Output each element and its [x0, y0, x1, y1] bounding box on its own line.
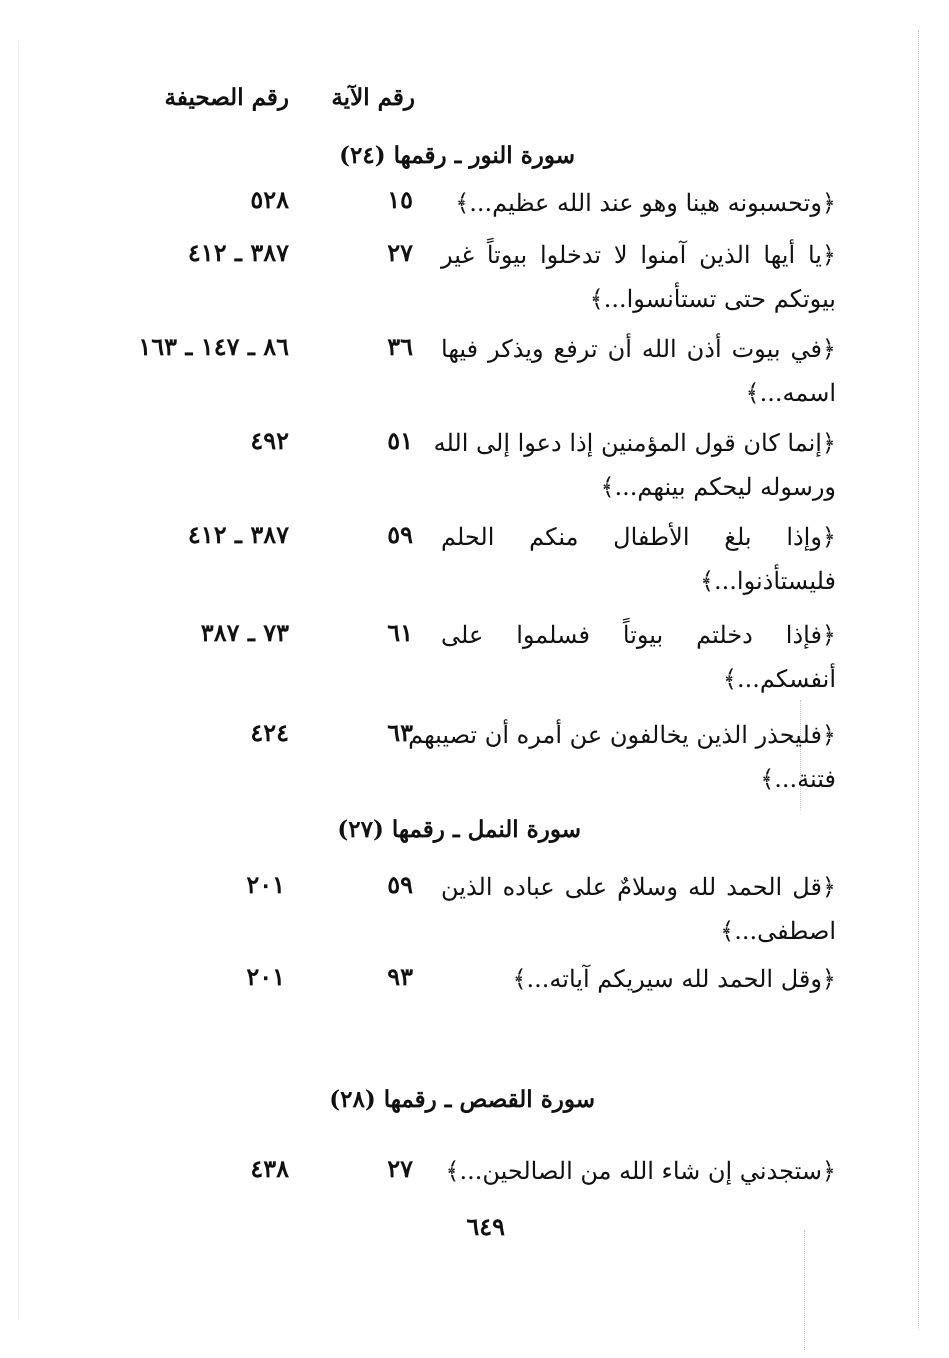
- verse-line: ﴿وتحسبونه هينا وهو عند الله عظيم...﴾: [455, 189, 836, 217]
- verse-line: ﴿فإذا دخلتم بيوتاً فسلموا على: [441, 621, 836, 649]
- page-reference: ٢٠١: [246, 870, 285, 899]
- verse-line: بيوتكم حتى تستأنسوا...﴾: [589, 285, 836, 313]
- verse-line: ﴿ستجدني إن شاء الله من الصالحين...﴾: [445, 1157, 836, 1185]
- page-reference: ٣٨٧ ـ ٤١٢: [187, 520, 289, 549]
- section-title-an-nur: سورة النور ـ رقمها (٢٤): [339, 142, 575, 169]
- page-reference: ٤٩٢: [250, 426, 289, 455]
- ayah-number: ٥٩: [387, 520, 413, 549]
- section-title-an-naml: سورة النمل ـ رقمها (٢٧): [337, 816, 581, 843]
- ayah-number: ٩٣: [387, 962, 413, 991]
- page-column-header: رقم الصحيفة: [164, 84, 289, 111]
- verse-line: ﴿قل الحمد لله وسلامٌ على عباده الذين: [441, 873, 836, 901]
- verse-line: اصطفى...﴾: [720, 917, 836, 945]
- ayah-column-header: رقم الآية: [331, 84, 415, 111]
- section-title-al-qasas: سورة القصص ـ رقمها (٢٨): [329, 1086, 595, 1113]
- ayah-number: ٦١: [387, 618, 413, 647]
- page-reference: ٥٢٨: [250, 185, 289, 214]
- verse-line: فليستأذنوا...﴾: [699, 567, 836, 595]
- ayah-number: ١٥: [387, 185, 413, 214]
- page-reference: ٧٣ ـ ٣٨٧: [200, 618, 289, 647]
- verse-line: ﴿في بيوت أذن الله أن ترفع ويذكر فيها: [441, 335, 836, 363]
- verse-line: ﴿إنما كان قول المؤمنين إذا دعوا إلى الله: [433, 429, 836, 457]
- page-reference: ٤٣٨: [250, 1154, 289, 1183]
- scan-line: [918, 30, 919, 1330]
- page-number: ٦٤٩: [466, 1212, 505, 1241]
- verse-line: اسمه...﴾: [745, 379, 836, 407]
- verse-line: ﴿فليحذر الذين يخالفون عن أمره أن تصيبهم: [408, 721, 836, 749]
- page-reference: ٢٠١: [246, 962, 285, 991]
- page-reference: ٨٦ ـ ١٤٧ ـ ١٦٣: [138, 332, 289, 361]
- scan-line: [804, 1230, 805, 1350]
- ayah-number: ٢٧: [387, 238, 413, 267]
- verse-line: فتنة...﴾: [760, 765, 836, 793]
- verse-line: أنفسكم...﴾: [722, 665, 836, 693]
- ayah-number: ٢٧: [387, 1154, 413, 1183]
- verse-line: ورسوله ليحكم بينهم...﴾: [600, 473, 836, 501]
- verse-line: ﴿وإذا بلغ الأطفال منكم الحلم: [441, 523, 836, 551]
- ayah-number: ٦٣: [387, 718, 413, 747]
- ayah-number: ٥١: [387, 426, 413, 455]
- scan-line: [18, 40, 19, 1320]
- page-reference: ٤٢٤: [250, 718, 289, 747]
- page-reference: ٣٨٧ ـ ٤١٢: [187, 238, 289, 267]
- ayah-number: ٥٩: [387, 870, 413, 899]
- ayah-number: ٣٦: [387, 332, 413, 361]
- verse-line: ﴿يا أيها الذين آمنوا لا تدخلوا بيوتاً غير: [441, 241, 836, 269]
- verse-line: ﴿وقل الحمد لله سيريكم آياته...﴾: [512, 965, 836, 993]
